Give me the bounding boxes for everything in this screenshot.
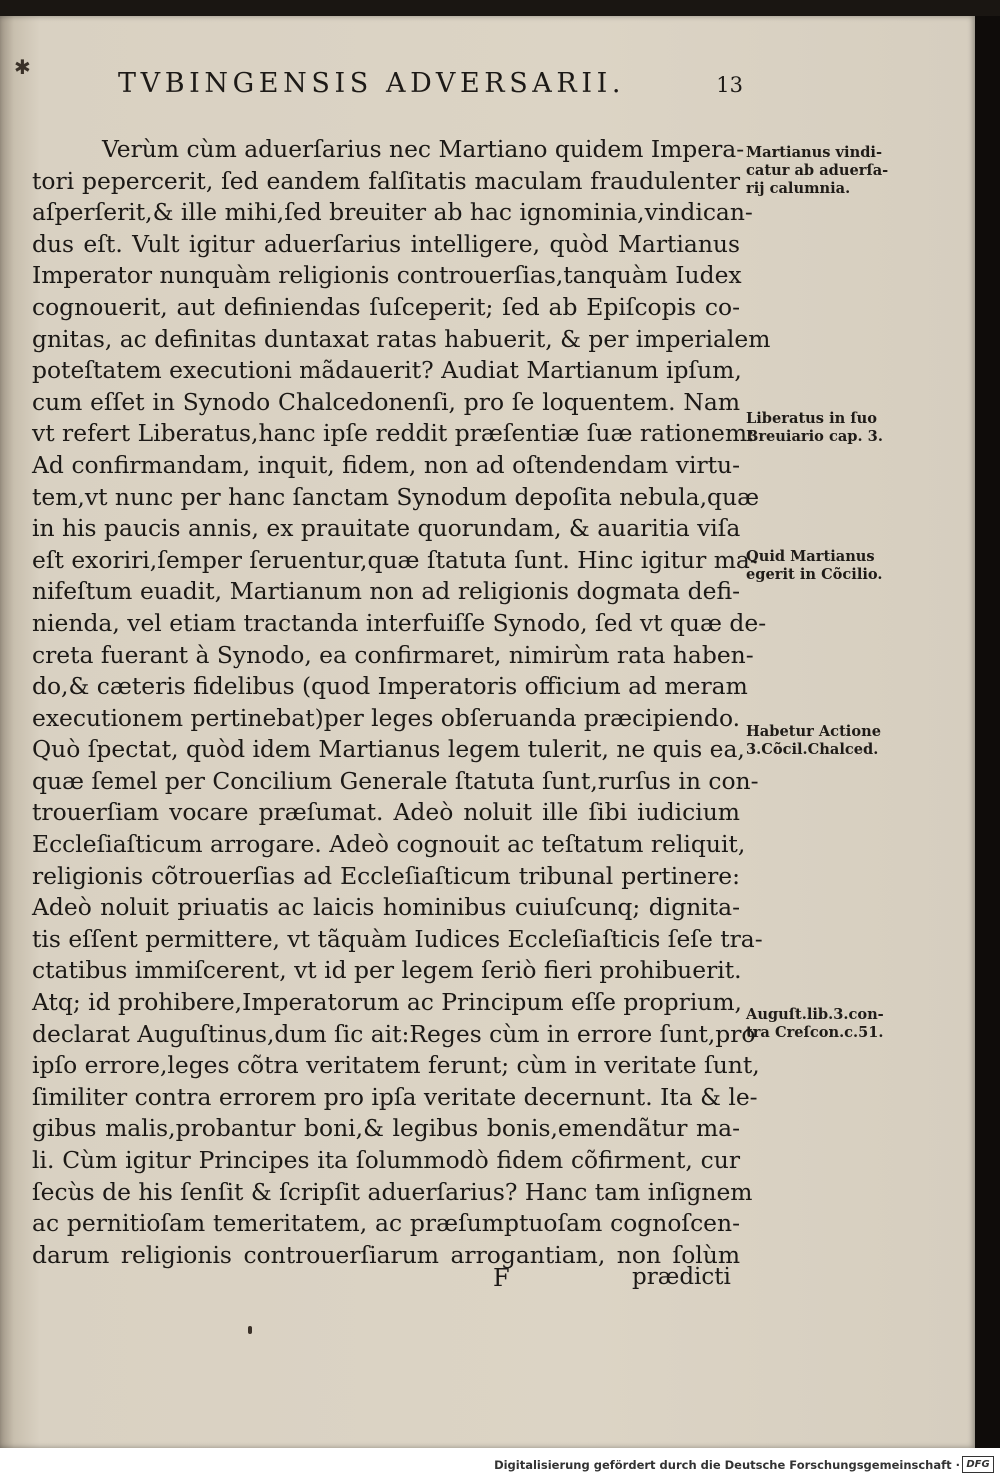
margin-note-line: egerit in Cõcilio. <box>746 566 883 583</box>
text-line: Adeò noluit priuatis ac laicis hominibus cuiuſcunq; dignita- <box>32 893 740 922</box>
running-title: TVBINGENSIS ADVERSARII. <box>118 68 626 99</box>
text-line: ac pernitioſam temeritatem, ac præſumptuoſam cognoſcen- <box>32 1209 740 1238</box>
text-line: ipſo errore,leges cõtra veritatem ferunt; cùm in veritate ſunt, <box>32 1051 760 1080</box>
text-line: vt refert Liberatus,hanc ipſe reddit præſentiæ ſuæ rationem: <box>32 419 755 448</box>
text-line: executionem pertinebat)per leges obſeruanda præcipiendo. <box>32 703 741 732</box>
text-line: aſperſerit,& ille mihi,ſed breuiter ab hac ignominia,vindican- <box>32 198 753 227</box>
page-number: 13 <box>716 73 743 97</box>
text-line: cognouerit, aut definiendas ſuſceperit; ſed ab Epiſcopis co- <box>32 292 740 321</box>
text-line: tori pepercerit, ſed eandem falſitatis maculam fraudulenter <box>32 166 740 195</box>
margin-note <box>746 144 896 198</box>
text-line: declarat Auguſtinus,dum ſic ait:Reges cùm in errore ſunt,pro <box>32 1019 756 1048</box>
dfg-credit: Digitalisierung gefördert durch die Deutsche Forschungsgemeinschaft · <box>494 1458 960 1472</box>
text-line: dus eſt. Vult igitur aduerſarius intelligere, quòd Martianus <box>32 229 740 258</box>
text-line: Atq; id prohibere,Imperatorum ac Principum eſſe proprium, <box>32 988 742 1017</box>
text-line: Quò ſpectat, quòd idem Martianus legem tulerit, ne quis ea, <box>32 735 745 764</box>
page-edge-shadow <box>975 16 1000 1448</box>
margin-note <box>746 723 896 759</box>
text-line: Eccleſiaſticum arrogare. Adeò cognouit ac teſtatum reliquit, <box>32 830 746 859</box>
text-line: trouerſiam vocare præſumat. Adeò noluit ille ſibi iudicium <box>32 798 740 827</box>
margin-note <box>746 410 896 446</box>
text-line: Verùm cùm aduerſarius nec Martiano quidem Impera- <box>102 135 745 163</box>
ink-speck <box>248 1326 252 1334</box>
margin-note <box>746 548 896 584</box>
margin-note-line: Breuiario cap. 3. <box>746 428 883 445</box>
text-line: poteſtatem executioni mãdauerit? Audiat Martianum ipſum, <box>32 356 742 385</box>
text-line: Ad confirmandam, inquit, fidem, non ad oſtendendam virtu- <box>32 450 740 479</box>
text-line: in his paucis annis, ex prauitate quorundam, & auaritia viſa <box>32 514 741 543</box>
main-text <box>32 134 771 1271</box>
margin-note-line: 3.Cõcil.Chalced. <box>746 741 879 758</box>
text-line: Imperator nunquàm religionis controuerſias,tanquàm Iudex <box>32 261 742 290</box>
text-line: nienda, vel etiam tractanda interfuiſſe Synodo, ſed vt quæ de- <box>32 608 767 637</box>
margin-note <box>746 1006 896 1042</box>
margin-note-line: rij calumnia. <box>746 180 851 197</box>
text-line: nifeſtum euadit, Martianum non ad religionis dogmata defi- <box>32 577 740 606</box>
text-line: quæ ſemel per Concilium Generale ſtatuta ſunt,rurſus in con- <box>32 766 759 795</box>
text-line: ctatibus immiſcerent, vt id per legem ſeriò fieri prohibuerit. <box>32 956 742 985</box>
margin-note-line: catur ab aduerſa- <box>746 162 889 179</box>
margin-note-line: Liberatus in ſuo <box>746 410 877 427</box>
margin-note-line: Martianus vindi- <box>746 144 882 161</box>
margin-note-line: Auguſt.lib.3.con- <box>746 1006 884 1023</box>
margin-note-line: Habetur Actione <box>746 723 881 740</box>
margin-note-line: tra Creſcon.c.51. <box>746 1024 884 1041</box>
text-line: gibus malis,probantur boni,& legibus bonis,emendãtur ma- <box>32 1114 740 1143</box>
signature-mark: F <box>493 1264 510 1292</box>
text-line: religionis cõtrouerſias ad Eccleſiaſticum tribunal pertinere: <box>32 861 740 890</box>
text-line: do,& cæteris fidelibus (quod Imperatoris officium ad meram <box>32 672 748 701</box>
text-line: ſecùs de his ſenſit & ſcripſit aduerſarius? Hanc tam inſignem <box>32 1177 753 1206</box>
text-line: tem,vt nunc per hanc ſanctam Synodum depoſita nebula,quæ <box>32 482 760 511</box>
text-line: darum religionis controuerſiarum arrogantiam, non ſolùm <box>32 1240 740 1269</box>
text-line: li. Cùm igitur Principes ita ſolummodò fidem cõfirment, cur <box>32 1146 740 1174</box>
text-line: tis eſſent permittere, vt tãquàm Iudices Eccleſiaſticis ſeſe tra- <box>32 924 763 953</box>
text-line: creta fuerant à Synodo, ea confirmaret, nimirùm rata haben- <box>32 640 754 669</box>
margin-note-line: Quid Martianus <box>746 548 875 565</box>
catchword: prædicti <box>632 1264 731 1290</box>
running-header <box>118 68 743 99</box>
text-line: gnitas, ac definitas duntaxat ratas habuerit, & per imperialem <box>32 324 771 353</box>
text-line: cum eſſet in Synodo Chalcedonenſi, pro ſe loquentem. Nam <box>32 387 740 416</box>
text-line: eſt exoriri,ſemper ſeruentur,quæ ſtatuta ſunt. Hinc igitur ma- <box>32 545 758 574</box>
text-line: ſimiliter contra errorem pro ipſa veritate decernunt. Ita & le- <box>32 1082 758 1111</box>
dfg-logo: DFG <box>962 1456 994 1473</box>
ornament-mark: ✱ <box>14 55 31 79</box>
